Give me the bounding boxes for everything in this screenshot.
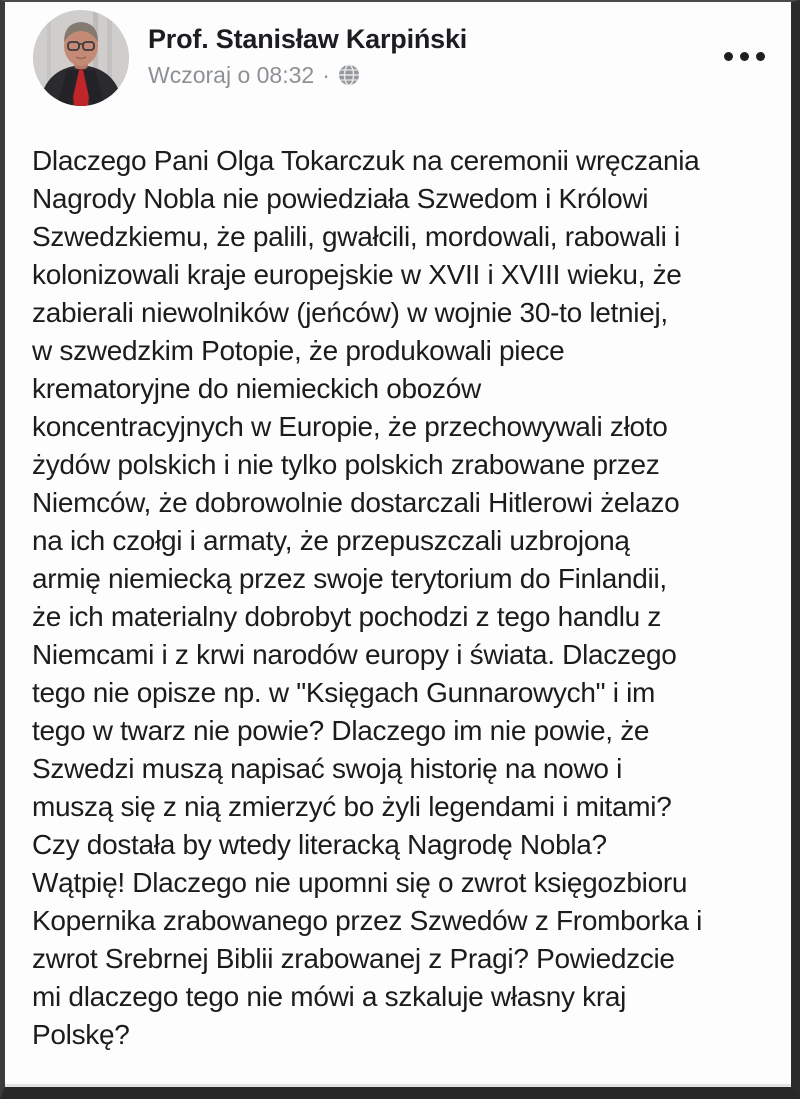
- avatar-portrait-image: [33, 10, 129, 106]
- more-options-button[interactable]: [722, 46, 767, 67]
- post-header-text: [148, 10, 467, 88]
- post-text-line: Niemców, że dobrowolnie dostarczali Hitlerowi żelazo: [32, 487, 680, 518]
- ellipsis-icon: [724, 52, 733, 61]
- post-text-line: Dlaczego Pani Olga Tokarczuk na ceremonii wręczania: [32, 145, 700, 176]
- post-text-line: w szwedzkim Potopie, że produkowali piece: [32, 335, 565, 366]
- avatar[interactable]: [33, 10, 129, 106]
- post-text-line: Polskę?: [32, 1019, 130, 1050]
- post-text-line: armię niemiecką przez swoje terytorium do Finlandii,: [32, 563, 667, 594]
- post-text-line: Kopernika zrabowanego przez Szwedów z Fromborka i: [32, 905, 703, 936]
- post-meta: [148, 62, 467, 88]
- ellipsis-icon: [740, 52, 749, 61]
- ellipsis-icon: [756, 52, 765, 61]
- post-text-line: mi dlaczego tego nie mówi a szkaluje własny kraj: [32, 981, 627, 1012]
- post-header: [5, 2, 791, 106]
- globe-icon: [338, 64, 360, 86]
- post-text-line: koncentracyjnych w Europie, że przechowywali złoto: [32, 411, 668, 442]
- post-text-line: muszą się z nią zmierzyć bo żyli legendami i mitami?: [32, 791, 672, 822]
- post-text-line: na ich czołgi i armaty, że przepuszczali uzbrojoną: [32, 525, 630, 556]
- post-text-line: Niemcami i z krwi narodów europy i świata. Dlaczego: [32, 639, 677, 670]
- post-text-line: Nagrody Nobla nie powiedziała Szwedom i Królowi: [32, 183, 649, 214]
- post-text-line: tego w twarz nie powie? Dlaczego im nie powie, że: [32, 715, 650, 746]
- post-text-line: kolonizowali kraje europejskie w XVII i XVIII wieku, że: [32, 259, 682, 290]
- post-text-line: Czy dostała by wtedy literacką Nagrodę Nobla?: [32, 829, 607, 860]
- post-text-line: Szwedzi muszą napisać swoją historię na nowo i: [32, 753, 623, 784]
- author-name[interactable]: Prof. Stanisław Karpiński: [148, 24, 468, 54]
- post-text: [5, 142, 791, 1054]
- post-text-line: Szwedzkiemu, że palili, gwałcili, mordowali, rabowali i: [32, 221, 680, 252]
- post-text-line: krematoryjne do niemieckich obozów: [32, 373, 481, 404]
- timestamp[interactable]: Wczoraj o 08:32: [148, 62, 315, 88]
- post-text-line: Wątpię! Dlaczego nie upomni się o zwrot księgozbioru: [32, 867, 688, 898]
- post-text-line: żydów polskich i nie tylko polskich zrabowane przez: [32, 449, 660, 480]
- post-text-line: tego nie opisze np. w "Księgach Gunnarowych" i im: [32, 677, 656, 708]
- post-text-line: zwrot Srebrnej Biblii zrabowanej z Pragi? Powiedzcie: [32, 943, 675, 974]
- post-text-line: że ich materialny dobrobyt pochodzi z tego handlu z: [32, 601, 662, 632]
- bottom-divider: [5, 1084, 791, 1087]
- meta-separator-dot: ·: [322, 62, 330, 88]
- post-text-line: zabierali niewolników (jeńców) w wojnie 30-to letniej,: [32, 297, 668, 328]
